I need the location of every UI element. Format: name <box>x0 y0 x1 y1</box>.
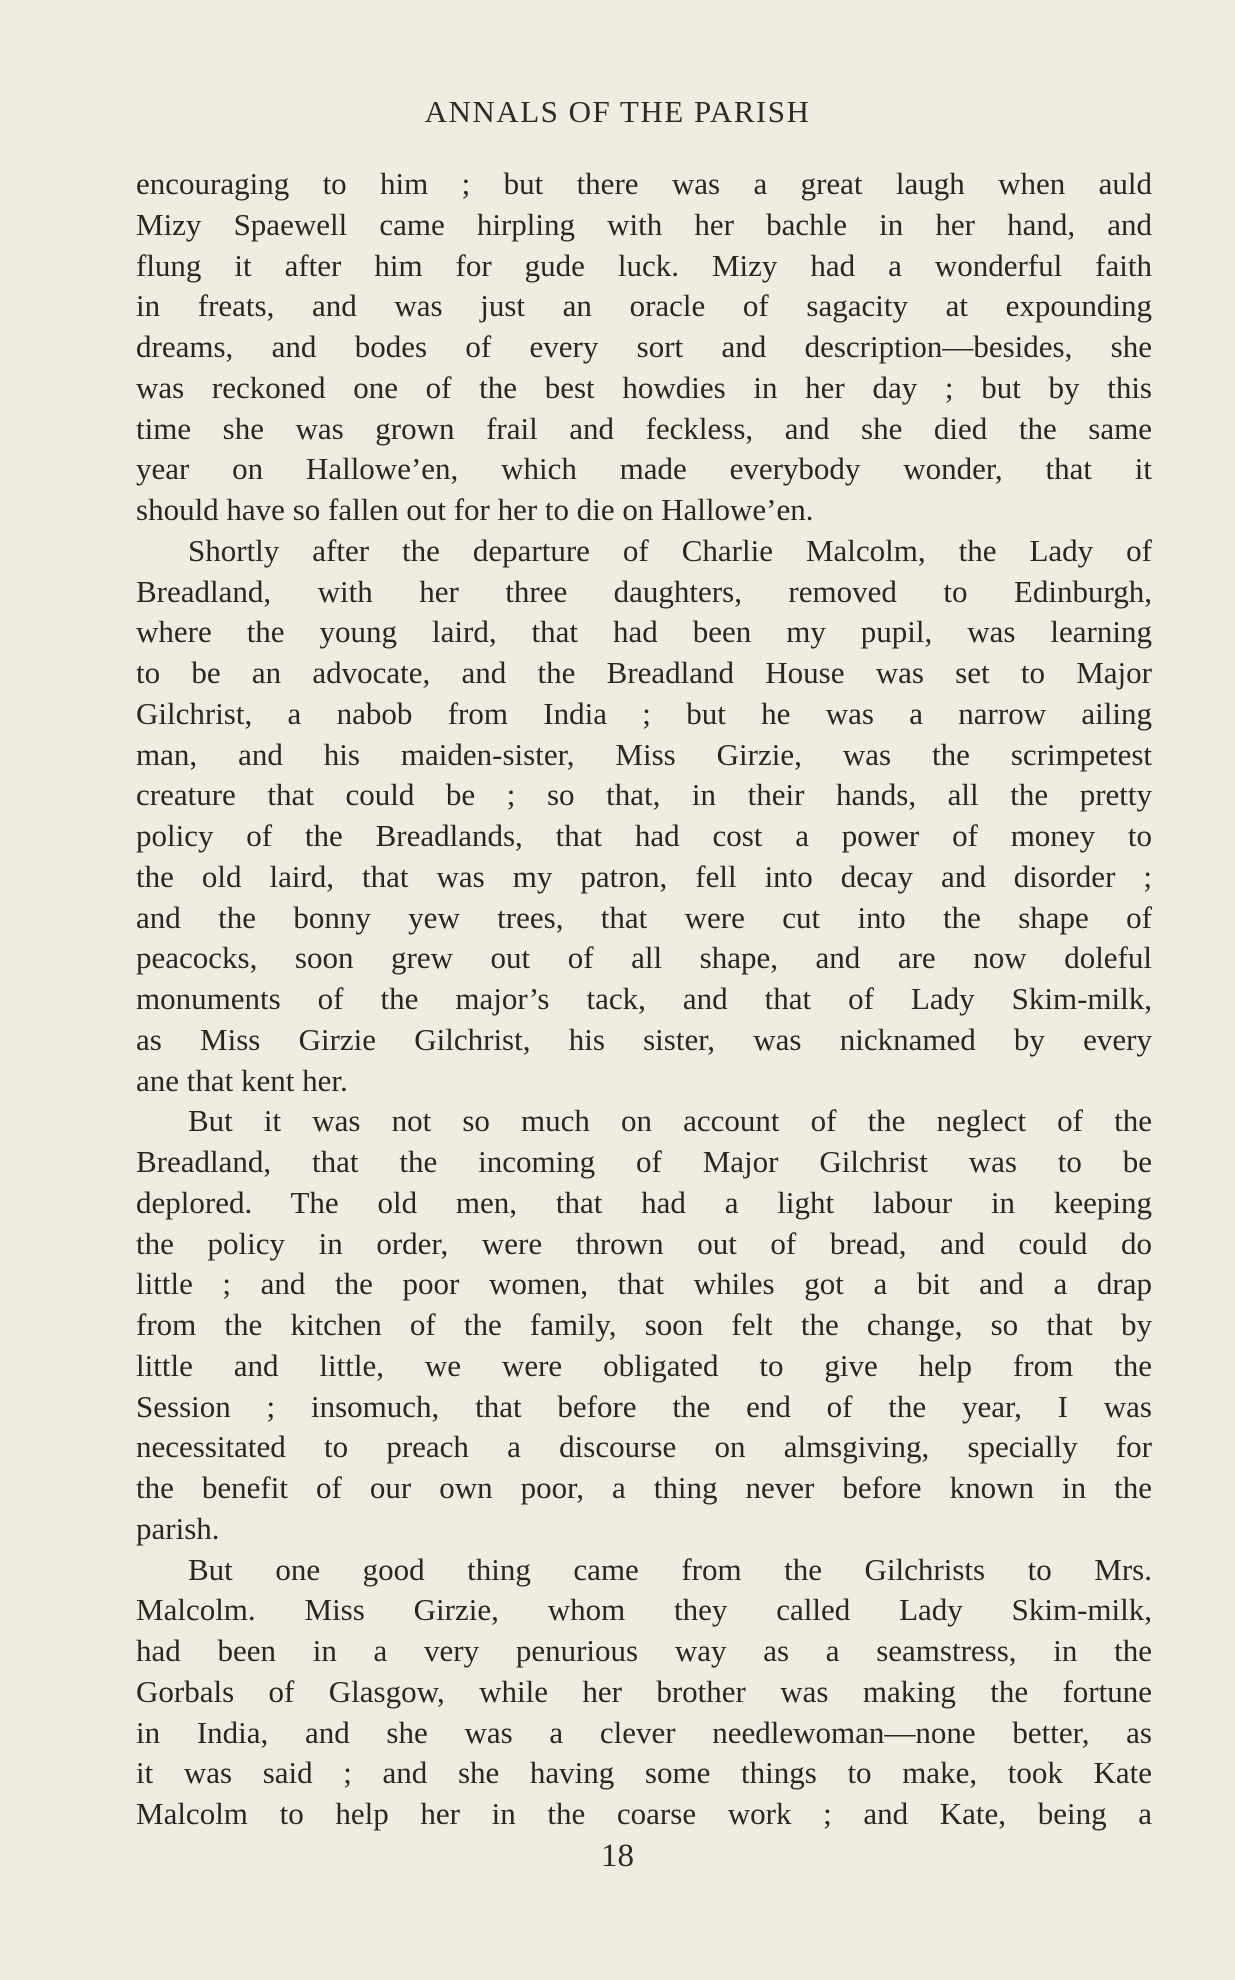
text-line: Mizy Spaewell came hirpling with her bachle in her hand, and <box>136 206 1152 242</box>
text-line: year on Hallowe’en, which made everybody wonder, that it <box>136 451 1152 487</box>
paragraph-start-line: But it was not so much on account of the neglect of the <box>188 1103 1152 1139</box>
text-line: flung it after him for gude luck. Mizy had a wonderful faith <box>136 247 1152 283</box>
running-head: ANNALS OF THE PARISH <box>424 94 811 129</box>
body-text <box>136 164 1152 1835</box>
text-line: Gorbals of Glasgow, while her brother was making the fortune <box>136 1673 1152 1709</box>
text-line: policy of the Breadlands, that had cost a power of money to <box>136 818 1152 853</box>
paragraph-start-line: Shortly after the departure of Charlie Malcolm, the Lady of <box>188 532 1152 568</box>
text-line: had been in a very penurious way as a seamstress, in the <box>136 1633 1152 1668</box>
text-line: the old laird, that was my patron, fell into decay and disorder ; <box>136 858 1152 894</box>
page-number: 18 <box>601 1838 634 1874</box>
text-line: Breadland, with her three daughters, removed to Edinburgh, <box>136 573 1152 609</box>
text-line: creature that could be ; so that, in their hands, all the pretty <box>136 777 1152 813</box>
text-line: time she was grown frail and feckless, and she died the same <box>136 410 1152 446</box>
text-line: was reckoned one of the best howdies in her day ; but by this <box>136 369 1152 405</box>
text-line: deplored. The old men, that had a light labour in keeping <box>136 1184 1152 1220</box>
text-line: little and little, we were obligated to give help from the <box>136 1347 1152 1383</box>
text-line: necessitated to preach a discourse on almsgiving, specially for <box>136 1429 1152 1465</box>
text-line: in freats, and was just an oracle of sagacity at expounding <box>136 288 1152 324</box>
text-line: little ; and the poor women, that whiles got a bit and a drap <box>136 1266 1152 1302</box>
text-line: from the kitchen of the family, soon felt the change, so that by <box>136 1307 1152 1342</box>
text-line: in India, and she was a clever needlewoman—none better, as <box>136 1714 1152 1750</box>
text-line: man, and his maiden-sister, Miss Girzie, was the scrimpetest <box>136 736 1152 772</box>
text-line: peacocks, soon grew out of all shape, and are now doleful <box>136 940 1152 976</box>
text-line: the benefit of our own poor, a thing never before known in the <box>136 1470 1152 1505</box>
text-line: ane that kent her. <box>136 1062 348 1098</box>
text-line: where the young laird, that had been my pupil, was learning <box>136 614 1152 650</box>
text-line: and the bonny yew trees, that were cut into the shape of <box>136 899 1152 935</box>
text-line: monuments of the major’s tack, and that of Lady Skim-milk, <box>136 981 1152 1016</box>
text-line: Malcolm to help her in the coarse work ; and Kate, being a <box>136 1796 1152 1831</box>
text-line: Malcolm. Miss Girzie, whom they called Lady Skim-milk, <box>136 1592 1152 1628</box>
text-line: it was said ; and she having some things to make, took Kate <box>136 1755 1152 1791</box>
text-line: as Miss Girzie Gilchrist, his sister, was nicknamed by every <box>136 1021 1152 1057</box>
text-line: dreams, and bodes of every sort and description—besides, she <box>136 329 1152 364</box>
paragraph-start-line: But one good thing came from the Gilchrists to Mrs. <box>188 1551 1152 1587</box>
text-line: the policy in order, were thrown out of bread, and could do <box>136 1225 1152 1261</box>
text-line: to be an advocate, and the Breadland House was set to Major <box>136 655 1152 690</box>
text-line: should have so fallen out for her to die on Hallowe’en. <box>136 492 814 527</box>
text-line: parish. <box>136 1510 220 1546</box>
text-line: Breadland, that the incoming of Major Gilchrist was to be <box>136 1144 1152 1179</box>
text-line: Session ; insomuch, that before the end of the year, I was <box>136 1388 1152 1424</box>
text-line: encouraging to him ; but there was a great laugh when auld <box>136 166 1152 201</box>
text-line: Gilchrist, a nabob from India ; but he was a narrow ailing <box>136 695 1152 731</box>
